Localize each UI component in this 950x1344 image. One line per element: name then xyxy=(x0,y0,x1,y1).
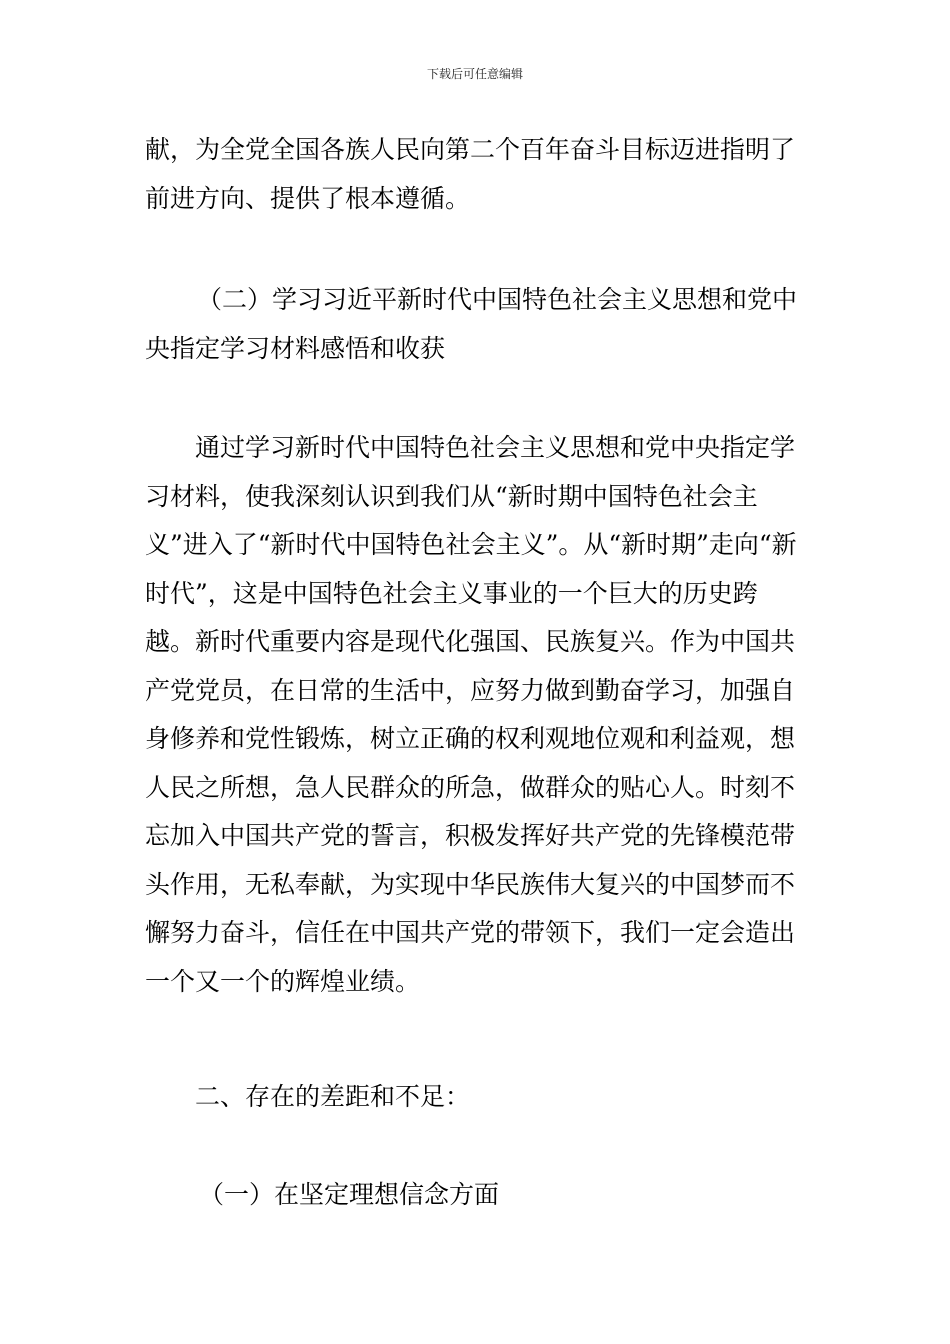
section-heading-2: 二、存在的差距和不足： xyxy=(195,1082,471,1111)
body-paragraph-study: 通过学习新时代中国特色社会主义思想和党中央指定学习材料，使我深刻认识到我们从“新时期中国特色社会主义”进入了“新时代中国特色社会主义”。从“新时期”走向“新时代”，这是中国特色社会主义事业的一个巨大的历史跨越。新时代重要内容是现代化强国、民族复兴。作为中国共产党党员，在日常的生活中，应努力做到勤奋学习，加强自身修养和党性锻炼，树立正确的权利观地位观和利益观，想人民之所想，急人民群众的所急，做群众的贴心人。时刻不忘加入中国共产党的誓言，积极发挥好共产党的先锋模范带头作用，无私奉献，为实现中华民族伟大复兴的中国梦而不懈努力奋斗，信任在中国共产党的带领下，我们一定会造出一个又一个的辉煌业绩。 xyxy=(145,433,797,996)
section-heading-2-1: （一）在坚定理想信念方面 xyxy=(199,1180,500,1209)
page-header-note: 下载后可任意编辑 xyxy=(426,67,523,81)
paragraph-continuation: 献，为全党全国各族人民向第二个百年奋斗目标迈进指明了前进方向、提供了根本遵循。 xyxy=(145,135,796,213)
section-heading-2-2: （二）学习习近平新时代中国特色社会主义思想和党中央指定学习材料感悟和收获 xyxy=(145,285,798,363)
